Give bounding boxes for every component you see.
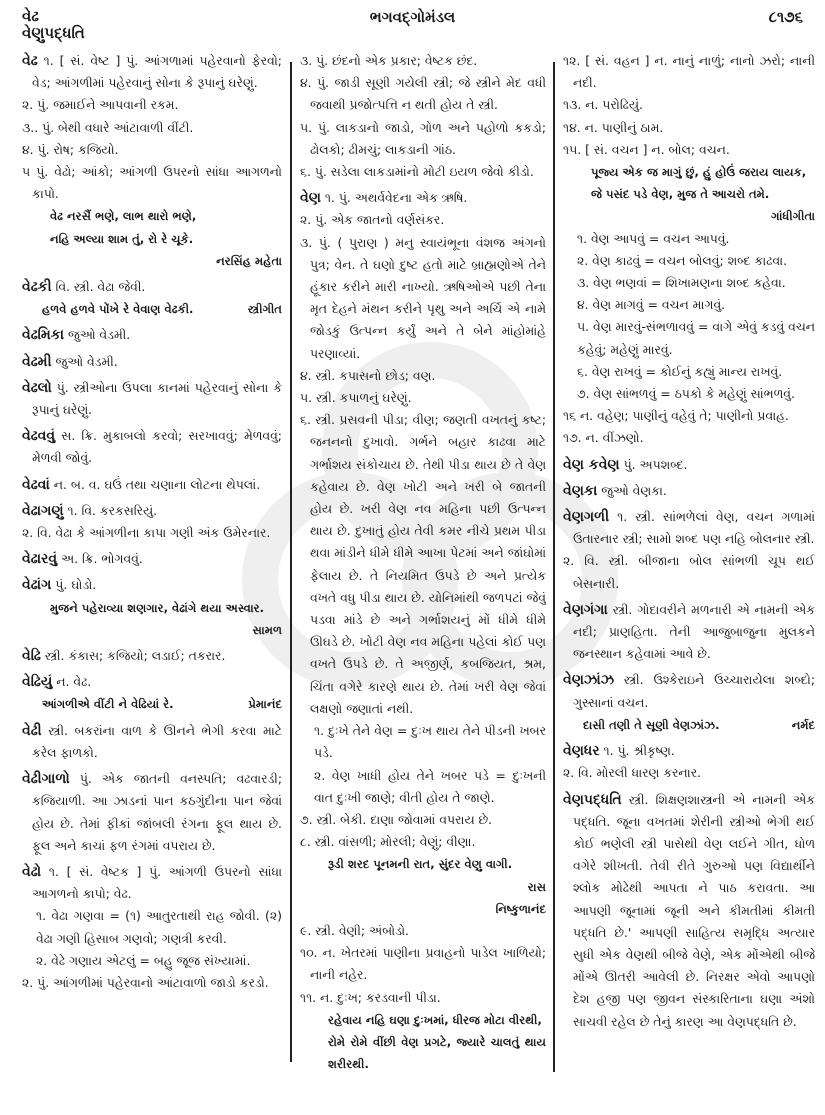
definition-text: પું. ઘોડો. — [55, 577, 97, 593]
page-header — [0, 0, 825, 44]
dictionary-entry — [22, 50, 282, 272]
definition-text: જુઓ વેણકા. — [601, 482, 667, 498]
citation-quote: રોમે રોમે વીંછી વેણ પ્રગટે, જ્યારે ચાલતું થાય શરીરથી. — [328, 1034, 546, 1072]
definition-text: સ્ત્રી. ઉશ્કેરાઇને ઉચ્ચારાયેલા શબ્દો; ગુસ્સાનાં વચન. — [573, 672, 815, 710]
definition-sense — [22, 474, 282, 496]
definition-sense — [563, 740, 815, 762]
definition-sense: ૯. સ્ત્રી. વેણી; અંબોડો. — [300, 922, 409, 938]
citation-author: રાસ — [527, 879, 546, 894]
definition-sense — [22, 324, 282, 346]
quote-text: હળવે હળવે પોંખે રે વેવાણ વેઢકી. — [42, 302, 194, 317]
definition-sense: ૮. સ્ત્રી. વાંસળી; મોરલી; વેણું; વીણા. — [300, 834, 476, 850]
headword: વેઢારવું — [22, 551, 58, 568]
column-right — [563, 50, 815, 1100]
dictionary-entry — [563, 50, 815, 450]
definition-sense — [563, 454, 815, 476]
definition-sense — [22, 50, 282, 94]
definition-sense: ૪. પું. જાડી સૂણી ગયેલી સ્ત્રી; જે સ્ત્રીને મેદ વધી જવાથી પ્રજોત્પત્તિ ન થતી હોય તે સ્ત્રી. — [300, 75, 546, 113]
headword: વેઢાગણું — [22, 502, 64, 519]
definition-sense — [22, 671, 282, 693]
dictionary-entry — [22, 768, 282, 857]
definition-sense: ૩. પું. ( પુરાણ ) મનુ સ્વાયંભૂના વંશજ અંગનો પુત્ર; વેન. તે ઘણો દુષ્ટ હતો માટે બ્રાહ્મણોએ તેને હૂંકાર કરીને મારી નાખ્યો. ઋષિઓએ પછી તેના મૃત દેહને મંથન કરીને પૃથુ અને અર્ચિ એ નામે જોડકું ઉત્પન્ન કર્યું અને તે બેને માંહોમાંહે પરણાવ્યાં. — [300, 234, 546, 361]
dictionary-entry — [22, 574, 282, 641]
column-divider — [553, 62, 555, 1072]
headword: વેણ કવેણ — [563, 456, 620, 473]
dictionary-entry — [22, 474, 282, 496]
headword: વેણગળી — [563, 509, 610, 526]
definition-sense: ૨. વિ. સ્ત્રી. બીજાના બોલ સાંભળી ચૂપ થઈ બેસનારી. — [563, 553, 815, 591]
dictionary-entry — [22, 276, 282, 320]
book-title: ભગવદ્ગોમંડલ — [369, 8, 456, 26]
citation-author: નર્મદ — [791, 717, 815, 732]
headword: વેઢકી — [22, 279, 52, 296]
definition-text: સ્ત્રી. બકરાંના વાળ કે ઊનને ભેગી કરવા માટે કરેલ ફાળકો. — [32, 722, 282, 760]
headword: વેઢો — [22, 863, 42, 880]
citation-quote: મુજને પહેરાવ્યા શણગાર, વેઢાંગે થયા અસ્વાર. — [50, 600, 265, 615]
quote-text: દાસી તણી તે સૂણી વેણઝાંઝ. — [583, 717, 720, 732]
dictionary-entry — [300, 187, 546, 1075]
headword: વેઢિયું — [22, 674, 53, 691]
definition-sense: ૧૪. ન. પાણીનું ઠામ. — [563, 119, 664, 135]
headword: વેઢિ — [22, 648, 41, 665]
citation-author: સ્ત્રીગીત — [247, 302, 282, 317]
citation-quote: નહિ અલ્યા શામ તું, રો રે ચૂકે. — [50, 231, 194, 246]
definition-sense — [22, 500, 282, 522]
citation-quote — [563, 714, 815, 736]
dictionary-entry — [563, 789, 815, 1033]
headword: વેણગંગા — [563, 601, 608, 618]
definition-text: સ્ત્રી. ગોદાવરીને મળનારી એ નામની એક નદી; પ્રાણહિતા. તેની આજુબાજુના મુલકને જનસ્થાન કહેવામાં આવે છે. — [573, 601, 815, 662]
idiom-subsense: ૧. વેઢા ગણવા = (૧) આતુરતાથી રાહ જોવી. (૨) વેઢા ગણી હિસાબ ગણવો; ગણત્રી કરવી. — [36, 908, 282, 946]
definition-sense: ૬. પું. સડેલા લાકડામાંનો મોટી ઇયળ જેવો કીડો. — [300, 164, 534, 180]
definition-sense: ૨. વિ. વેઢા કે આંગળીના કાપા ગણી અંક ઉમેરનાર. — [22, 525, 271, 541]
quote-text: આંગળીએ વીંટી ને વેઢિયાં રે. — [42, 697, 174, 712]
page-number: ૮૧૭૬ — [768, 8, 803, 26]
citation-author: ગાંધીગીતા — [771, 209, 815, 224]
headword: વેઢવાં — [22, 476, 50, 493]
definition-sense — [563, 599, 815, 666]
headword: વેઢી — [22, 722, 42, 739]
definition-sense — [22, 574, 282, 596]
definition-text: ન. બ. વ. ઘઉં તથા ચણાના લોટના થેપલાં. — [53, 476, 261, 492]
headword: વેઢલો — [22, 379, 52, 396]
definition-text: ન. વેઢ. — [56, 674, 92, 690]
definition-sense: ૧૭. ન. વીંઝણો. — [563, 430, 644, 446]
idiom-subsense: ૨. વેઢે ગણાય એટલું = બહુ જૂજ સંખ્યામાં. — [36, 952, 251, 968]
citation-author: સામળ — [252, 622, 282, 637]
citation-quote — [22, 298, 282, 320]
definition-sense: ૭. સ્ત્રી. બેકી. દાણા જોવામાં વપરાય છે. — [300, 811, 493, 827]
definition-sense — [22, 645, 282, 667]
definition-sense: ૪. સ્ત્રી. કપાસનો છોડ; વણ. — [300, 367, 436, 383]
dictionary-entry — [563, 480, 815, 502]
definition-sense: ૨. પું. એક જાતનો વર્ણસંકર. — [300, 212, 445, 228]
headword: વેઢવવું — [22, 428, 56, 445]
dictionary-entry — [22, 548, 282, 570]
guide-word-first: વેઢ — [22, 7, 39, 25]
dictionary-entry — [22, 861, 282, 994]
headword: વેઢ — [22, 53, 38, 69]
idiom-subsense: ૧. દુઃખે તેને વેણ = દુઃખ થાય તેને પીડની ખબર પડે. — [314, 723, 546, 761]
definition-sense: ૨. પું. જમાઈને આપવાની રકમ. — [22, 97, 179, 113]
definition-sense: ૧૫. [ સં. વચન ] ન. બોલ; વચન. — [563, 141, 730, 157]
citation-quote — [22, 693, 282, 715]
definition-sense — [22, 425, 282, 469]
dictionary-entry — [563, 669, 815, 736]
definition-text: સ. ક્રિ. મુકાબલો કરવો; સરખાવવું; મેળવવું; મેળવી જોવું. — [32, 428, 282, 466]
definition-sense — [563, 506, 815, 550]
definition-sense: ૩. પું. છંદનો એક પ્રકાર; વેષ્ટક છંદ. — [300, 53, 478, 68]
definition-sense — [563, 789, 815, 1033]
definition-sense: ૫. પું. લાકડાનો જાડો, ગોળ અને પહોળો કકડો; ઢોલકો; ઢીમચું; લાકડાની ગાંઠ. — [300, 119, 546, 157]
definition-sense — [22, 720, 282, 764]
definition-text: પું. એક જાતની વનસ્પતિ; વઢવારડી; કજિયાળી. આ ઝાડનાં પાન કઠગુંદીના પાન જેવાં હોય છે. તેમાં ફીકાં જાંબલી રંગના ફૂલ થાય છે. ફૂલ અને કાચાં ફળ રંગમાં વપરાય છે. — [32, 771, 282, 853]
headword: વેઢમિકા — [22, 327, 65, 344]
definition-text: પું. અપશબ્દ. — [623, 456, 688, 472]
definition-text: ૧. [ સં. વેષ્ટક ] પું. આંગળી ઉપરનો સાંધા આગળનો કાપો; વેઢ. — [32, 863, 282, 902]
definition-sense: ૩.. પું. બેથી વધારે આંટાવાળી વીંટી. — [22, 119, 194, 135]
definition-sense — [22, 861, 282, 905]
citation-quote: રૂડી શરદ પૂનમની રાત, સુંદર વેણુ વાગી. — [328, 857, 513, 872]
column-middle — [300, 50, 546, 1100]
idiom-subsense: ૬. વેણ રાખવું = કોઈનું કહ્યું માન્ય રાખવું. — [577, 363, 783, 379]
definition-text: ૧. વિ. કરકસરિયું. — [67, 502, 158, 518]
headword: વેણ — [300, 190, 321, 207]
dictionary-entry — [563, 506, 815, 595]
definition-sense — [22, 276, 282, 298]
dictionary-entry — [22, 720, 282, 764]
headword: વેણપદ્ધતિ — [563, 791, 622, 808]
dictionary-entry — [22, 671, 282, 715]
definition-sense: ૪. પું. રોષ; કજિયો. — [22, 141, 119, 157]
definition-sense: ૨. વિ. મોરલી ધારણ કરનાર. — [563, 765, 702, 781]
dictionary-entry — [22, 324, 282, 346]
definition-text: સ્ત્રી. કંકાસ; કજિયો; લડાઈ; તકરાર. — [44, 648, 226, 664]
definition-sense — [22, 768, 282, 857]
guide-word-last: વેણુપદ્ધતિ — [22, 24, 85, 42]
idiom-subsense: ૨. વેણ ખાધી હોય તેને ખબર પડે = દુઃખની વાત દુઃખી જાણે; વીતી હોય તે જાણે. — [314, 767, 546, 805]
definition-sense: ૨. પું. આંગળીમાં પહેરવાનો આંટાવાળો જાડો કરડો. — [22, 974, 269, 990]
definition-sense: ૧૧. ન. દુઃખ; કરડવાની પીડા. — [300, 989, 441, 1005]
citation-quote: રહેવાય નહિ ઘણા દુઃખમાં, ધીરજ મોટા વીરથી, — [328, 1012, 542, 1027]
definition-text: જુઓ વેડમી. — [68, 327, 131, 343]
definition-text: અ. ક્રિ. ભોગવવું. — [61, 551, 143, 567]
headword: વેણઝાંઝ — [563, 672, 615, 689]
definition-text: જુઓ વેડમી. — [55, 353, 118, 369]
idiom-subsense: ૪. વેણ માગવું = વચન માગવું. — [577, 297, 726, 313]
idiom-subsense: ૧. વેણ આપવું = વચન આપવું. — [577, 230, 730, 246]
headword: વેઢીગાળો — [22, 771, 70, 788]
definition-text: સ્ત્રી. શિક્ષણશાસ્ત્રની એ નામની એક પદ્ધતિ. જૂના વખતમાં શેરીની સ્ત્રીઓ ભેગી થઈ કોઈ ભણેલી સ્ત્રી પાસેથી વેણ લઈને ગીત, ધોળ વગેરે શીખતી. તેવી રીતે ગુરુઓ પણ વિદ્યાર્થીને શ્લોક મોઢેથી આપતા ને પાઠ કરાવતા. આ આપણી જૂનામાં જૂની અને કીમતીમાં કીમતી પદ્ધતિ છે.' આપણી સાહિત્ય સમૃદ્ધિ અત્યાર સુધી એક વેણથી બીજે વેણે, એક મોંએથી બીજે મોંએ ઊતરી આવેલી છે. નિરક્ષર એવો આપણો દેશ હજી પણ જીવન સંસ્કારિતાના ઘણા અંશો સાચવી રહેલ છે તેનું કારણ આ વેણપદ્ધતિ છે. — [573, 791, 815, 1029]
dictionary-entry — [300, 50, 546, 183]
idiom-subsense: ૫. વેણ મારવું-સંભળાવવું = વાગે એવું કડવું વચન કહેવું; મહેણું મારવું. — [577, 319, 815, 357]
column-left — [22, 50, 282, 1100]
idiom-subsense: ૩. વેણ ભણવાં = શિખામણના શબ્દ કહેવા. — [577, 275, 786, 291]
citation-author: પ્રેમાનંદ — [248, 697, 282, 712]
definition-sense — [563, 669, 815, 713]
idiom-subsense: ૭. વેણ સાંભળવું = ઠપકો કે મહેણું સાંભળવું. — [577, 386, 795, 402]
definition-sense: ૧૩. ન. પરોઢિયું. — [563, 97, 643, 113]
dictionary-entry — [563, 740, 815, 784]
headword: વેણધર — [563, 743, 600, 760]
citation-author: નિષ્કુળાનંદ — [495, 901, 546, 916]
idiom-subsense: ૨. વેણ કાઢવું = વચન બોલવું; શબ્દ કાઢવા. — [577, 252, 788, 268]
definition-text: વિ. સ્ત્રી. વેઢા જેવી. — [55, 279, 146, 295]
citation-author: નરસિંહ મહેતા — [216, 253, 282, 268]
definition-sense — [22, 351, 282, 373]
citation-quote: પૂજ્ય એક જ માગું છું, હું હોઉં જરાય લાયક, — [591, 165, 807, 180]
definition-sense: ૧૬ ન. વહેણ; પાણીનું વહેવું તે; પાણીનો પ્રવાહ. — [563, 408, 789, 424]
citation-quote: જે પસંદ પડે વેણ, મુજ તે આચરો તમે. — [591, 187, 770, 202]
definition-text: પું. સ્ત્રીઓના ઉપલા કાનમાં પહેરવાનું સોના કે રૂપાનું ઘરેણું. — [32, 379, 282, 418]
dictionary-entry — [22, 645, 282, 667]
dictionary-entry — [22, 351, 282, 373]
dictionary-entry — [22, 377, 282, 421]
definition-sense — [22, 377, 282, 421]
definition-sense: ૫ પું. વેઢો; આંકો; આંગળી ઉપરનો સાંધા આગળનો કાપો. — [22, 164, 282, 202]
dictionary-entry — [22, 500, 282, 544]
definition-text: ૧. સ્ત્રી. સાંભળેલાં વેણ, વચન ગળામાં ઉતારનાર સ્ત્રી; સામો શબ્દ પણ નહિ બોલનાર સ્ત્રી. — [573, 509, 815, 547]
dictionary-entry — [563, 454, 815, 476]
definition-sense — [300, 187, 546, 209]
column-divider — [290, 62, 292, 1062]
definition-text: ૧. પું. અથર્વવેદના એક ઋષિ. — [324, 190, 468, 206]
headword: વેઢમી — [22, 353, 52, 370]
citation-quote: વેઢ નરસૈં ભણે, લાભ થારો ભણે, — [50, 209, 197, 224]
definition-text: ૧. [ સં. વેષ્ટ ] પું. આંગળામાં પહેરવાનો ફેરવો; વેડ; આંગળીમાં પહેરવાનું સોના કે રૂપાનું ઘરેણું. — [32, 53, 282, 91]
definition-sense — [22, 548, 282, 570]
headword: વેઢાંગ — [22, 577, 52, 594]
definition-sense — [563, 480, 815, 502]
headword: વેણકા — [563, 482, 598, 499]
definition-sense: ૫. સ્ત્રી. કપાળનું ઘરેણું. — [300, 390, 412, 406]
definition-sense: ૧૦. ન. ખેતરમાં પાણીના પ્રવાહનો પાડેલ ખાળિયો; નાની નહેર. — [300, 945, 546, 983]
definition-text: ૧. પું. શ્રીકૃષ્ણ. — [603, 743, 675, 759]
dictionary-entry — [563, 599, 815, 666]
dictionary-entry — [22, 425, 282, 469]
definition-sense: ૬. સ્ત્રી. પ્રસવની પીડા; વીણ; જણતી વખતનું કષ્ટ; જનનનો દુખાવો. ગર્ભને બહાર કાઢવા માટે ગર્ભાશય સંકોચાય છે. તેથી પીડા થાય છે તે વેણ કહેવાય છે. વેણ ખોટી અને ખરી બે જાતની હોય છે. ખરી વેણ નવ મહિના પછી ઉત્પન્ન થાય છે. દુખાતું હોય તેવી કમર નીચે પ્રથમ પીડા થવા માંડીને ધીમે ધીમે આખા પેટમાં અને જાંઘોમાં ફેલાય છે. તે નિયમિત ઉપડે છે અને પ્રત્યેક વખતે વધુ પીડા થાય છે. યોનિમાંથી જળપટાં જેવું પડવા માંડે છે અને ગર્ભાશયનું મોં ધીમે ધીમે ઊઘડે છે. ખોટી વેણ નવ મહિના પહેલાં કોઈ પણ વખતે ઉપડે છે. તે અજીર્ણ, કબજિયત, શ્રમ, ચિંતા વગેરે કારણે થાય છે. તેમાં ખરી વેણ જેવાં લક્ષણો જણાતાં નથી. — [300, 412, 546, 716]
definition-sense: ૧૨. [ સં. વહન ] ન. નાનું નાળું; નાનો ઝરો; નાની નદી. — [563, 53, 815, 91]
